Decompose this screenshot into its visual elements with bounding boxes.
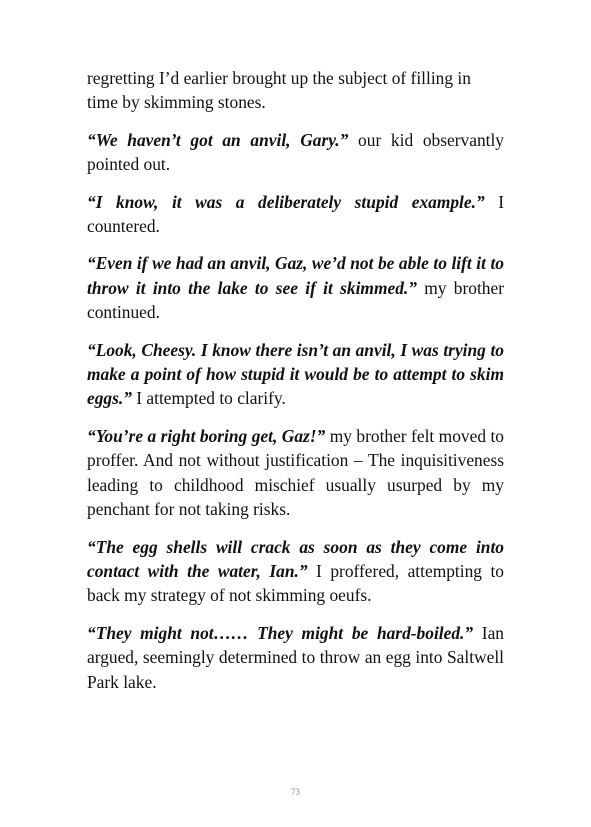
paragraph-6 <box>87 424 504 522</box>
narration-text: I countered. <box>87 191 505 237</box>
narration-text: my brother continued. <box>87 277 504 323</box>
narration-text: my brother felt moved to proffer. And not without justification – The inquisitiveness leading to childhood mischief usually usurped by my penchant for not taking risks. <box>87 425 505 520</box>
paragraph-3 <box>87 190 504 239</box>
paragraph-7 <box>87 535 504 608</box>
page-body <box>87 66 504 707</box>
narration-text: I proffered, attempting to back my strategy of not skimming oeufs. <box>87 560 505 606</box>
paragraph-8 <box>87 621 504 694</box>
dialogue-quote: “I know, it was a deliberately stupid example.” <box>87 191 485 212</box>
narration-text: I attempted to clarify. <box>131 388 286 409</box>
paragraph-5 <box>87 338 504 411</box>
paragraph-1 <box>87 66 504 115</box>
page-number: 73 <box>291 787 300 797</box>
dialogue-quote: “They might not…… They might be hard-boiled.” <box>87 622 474 643</box>
narration-text: regretting I’d earlier brought up the subject of filling in time by skimming stones. <box>87 68 471 113</box>
paragraph-4 <box>87 251 504 324</box>
dialogue-quote: “The egg shells will crack as soon as they come into contact with the water, Ian.” <box>87 536 504 581</box>
narration-text: our kid observantly pointed out. <box>87 129 504 175</box>
dialogue-quote: “Even if we had an anvil, Gaz, we’d not be able to lift it to throw it into the lake to see if it skimmed.” <box>87 253 504 298</box>
dialogue-quote: “You’re a right boring get, Gaz!” <box>87 425 326 446</box>
paragraph-2 <box>87 128 504 177</box>
dialogue-quote: “We haven’t got an anvil, Gary.” <box>87 129 349 150</box>
narration-text: Ian argued, seemingly determined to throw an egg into Saltwell Park lake. <box>87 622 504 692</box>
dialogue-quote: “Look, Cheesy. I know there isn’t an anvil, I was trying to make a point of how stupid it would be to attempt to skim eggs.” <box>87 339 504 409</box>
